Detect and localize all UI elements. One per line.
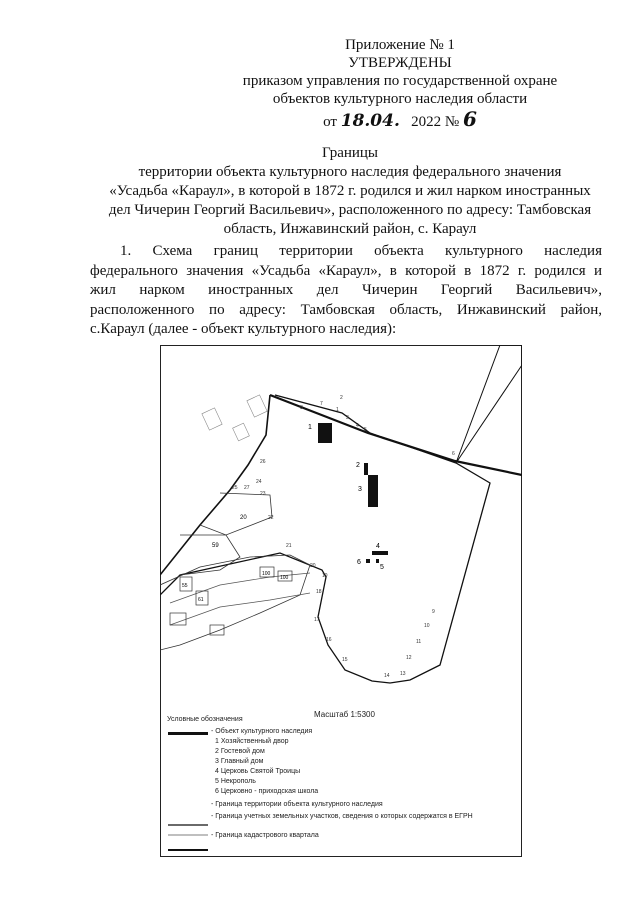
map-scale: Масштаб 1:5300 xyxy=(314,710,375,719)
parcel-small-6 xyxy=(210,625,224,635)
legend-item: 2 Гостевой дом xyxy=(215,748,265,755)
parcel-label: 55 xyxy=(182,583,188,589)
parcel-label: 100 xyxy=(262,571,271,577)
object-label: 6 xyxy=(357,559,361,566)
approval-header xyxy=(240,36,560,131)
point-label: 11 xyxy=(416,639,422,645)
point-label: 4 xyxy=(356,423,359,429)
parcel-road xyxy=(170,573,310,603)
date-prefix: от xyxy=(323,114,337,130)
order-date-line xyxy=(240,107,560,131)
parcel-label: 61 xyxy=(198,597,204,603)
point-label: 19 xyxy=(322,573,328,579)
point-label: 17 xyxy=(314,617,320,623)
document-title xyxy=(80,144,620,239)
point-label: 23 xyxy=(260,491,266,497)
parcel-20 xyxy=(200,493,272,535)
cadastral-quarter-boundary xyxy=(270,395,522,475)
point-label: 16 xyxy=(326,637,332,643)
legend-item: - Граница территории объекта культурного наследия xyxy=(211,801,383,808)
point-label: 7 xyxy=(320,401,323,407)
point-label: 14 xyxy=(384,673,390,679)
object-5-necropolis xyxy=(376,559,379,563)
object-label: 5 xyxy=(380,564,384,571)
object-4-church xyxy=(372,551,388,555)
object-label: 3 xyxy=(358,486,362,493)
legend-symbol-object xyxy=(168,732,208,735)
point-label: 8 xyxy=(300,405,303,411)
para-line-4: расположенного по адресу: Тамбовская область, Инжавинский район, xyxy=(90,301,602,318)
boundary-points xyxy=(232,395,455,679)
point-label: 24 xyxy=(256,479,262,485)
para-line-3: жил нарком иностранных дел Чичерин Георгий Васильевич», xyxy=(90,282,602,298)
object-3-main-house xyxy=(368,475,378,507)
order-line-1: приказом управления по государственной охране xyxy=(242,73,558,89)
point-label: 22 xyxy=(268,515,274,521)
point-label: 25 xyxy=(232,485,238,491)
approved-label: УТВЕРЖДЕНЫ xyxy=(348,55,452,71)
building-faint-2 xyxy=(247,395,267,417)
appendix-label: Приложение № 1 xyxy=(345,37,455,53)
parcel-cluster xyxy=(160,555,310,650)
legend-item: 1 Хозяйственный двор xyxy=(215,738,289,745)
point-label: 10 xyxy=(424,623,430,629)
legend-item: - Граница учетных земельных участков, сведения о которых содержатся в ЕГРН xyxy=(211,813,473,820)
parcel-label: 100 xyxy=(280,575,289,581)
point-label: 2 xyxy=(340,395,343,401)
building-faint-3 xyxy=(233,423,250,441)
point-label: 18 xyxy=(316,589,322,595)
point-label: 5 xyxy=(364,427,367,433)
title-line-4: дел Чичерин Георгий Васильевич», расположенного по адресу: Тамбовская xyxy=(108,202,592,218)
title-line-2: территории объекта культурного наследия федерального значения xyxy=(138,164,562,180)
para-line-2: федерального значения «Усадьба «Караул», в которой в 1872 г. родился и xyxy=(90,262,602,279)
handwritten-number: 6 xyxy=(462,107,477,131)
object-label: 1 xyxy=(308,424,312,431)
legend-item: 3 Главный дом xyxy=(215,758,264,765)
building-faint-1 xyxy=(202,408,222,430)
handwritten-date: 18.04. xyxy=(340,111,400,131)
section-1-paragraph xyxy=(90,242,602,340)
object-label: 4 xyxy=(376,543,380,550)
para-line-5: с.Караул (далее - объект культурного наследия): xyxy=(90,321,397,337)
point-label: 12 xyxy=(406,655,412,661)
legend-item: 4 Церковь Святой Троицы xyxy=(215,768,301,775)
title-line-3: «Усадьба «Караул», в которой в 1872 г. родился и жил нарком иностранных xyxy=(109,183,591,199)
parcel-north xyxy=(456,345,522,463)
object-6-school xyxy=(366,559,370,563)
point-label: 9 xyxy=(432,609,435,615)
parcel-label: 59 xyxy=(212,543,219,549)
order-line-2: объектов культурного наследия области xyxy=(272,91,528,107)
parcel-label: 20 xyxy=(240,515,247,521)
point-label: 13 xyxy=(400,671,406,677)
object-2-guest-house xyxy=(364,463,368,475)
object-label: 2 xyxy=(356,462,360,469)
year-number-label: 2022 № xyxy=(411,114,460,130)
point-label: 26 xyxy=(260,459,266,465)
title-line-1: Границы xyxy=(321,145,379,161)
point-label: 15 xyxy=(342,657,348,663)
legend-item: - Граница кадастрового квартала xyxy=(211,832,319,839)
legend-item: 5 Некрополь xyxy=(215,778,256,785)
legend-title: Условные обозначения xyxy=(167,716,243,723)
point-label: 3 xyxy=(346,415,349,421)
object-1-farmyard xyxy=(318,423,332,443)
parcel-road-2 xyxy=(170,593,310,625)
point-label: 1 xyxy=(336,407,339,413)
title-line-5: область, Инжавинский район, с. Караул xyxy=(223,221,477,237)
legend-item: 6 Церковно - приходская школа xyxy=(215,788,319,795)
para-line-1: 1. Схема границ территории объекта культурного наследия xyxy=(120,243,602,259)
point-label: 6 xyxy=(452,451,455,457)
parcel-small-5 xyxy=(170,613,186,625)
point-label: 20 xyxy=(310,563,316,569)
point-label: 21 xyxy=(286,543,292,549)
legend-item: - Объект культурного наследия xyxy=(211,728,313,735)
point-label: 27 xyxy=(244,485,250,491)
